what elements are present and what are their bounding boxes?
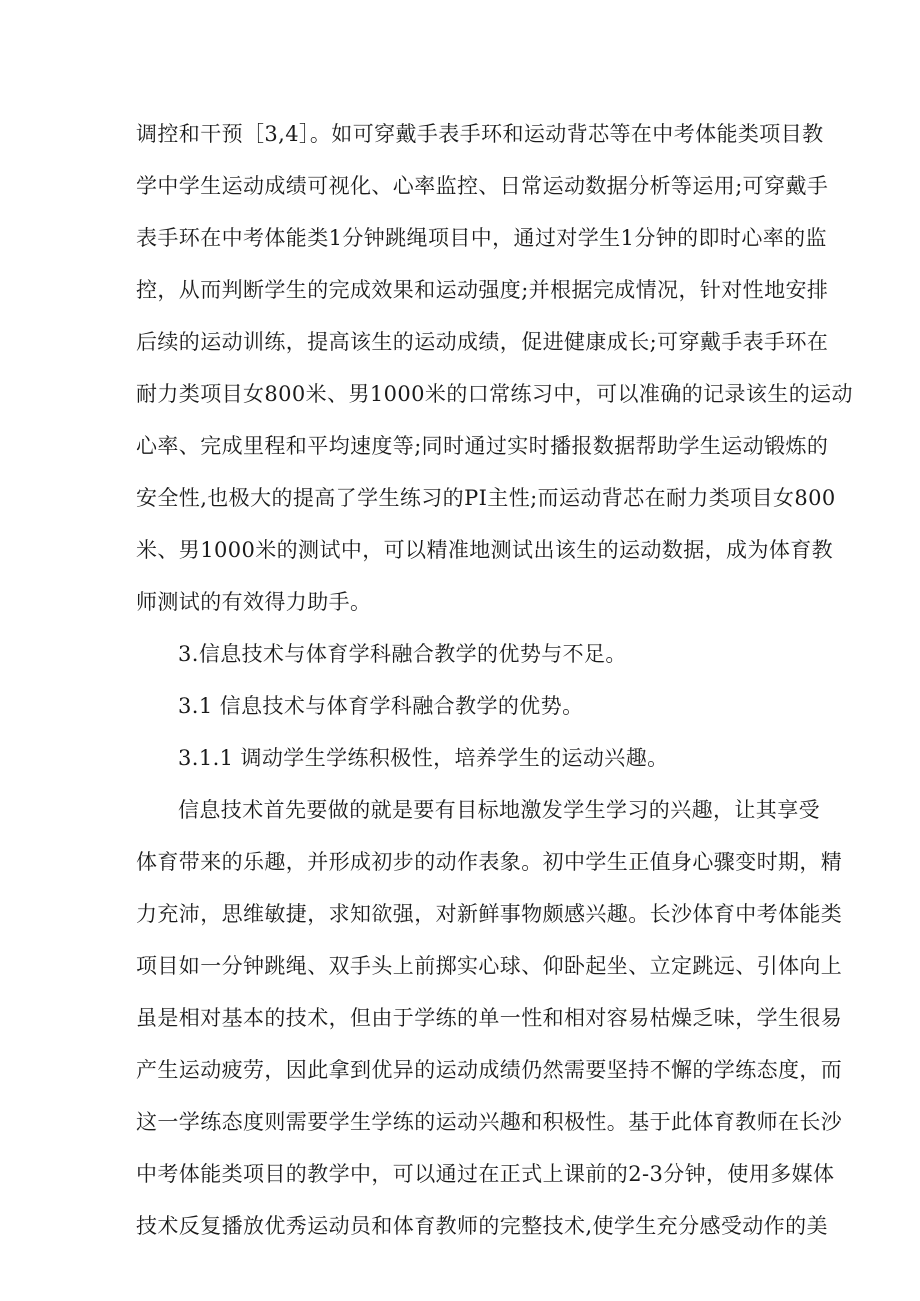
- text-line-6: 耐力类项目女800米、男1000米的口常练习中，可以准确的记录该生的运动: [136, 382, 853, 406]
- text-line-16: 力充沛，思维敏捷，求知欲强，对新鲜事物颇感兴趣。长沙体育中考体能类: [136, 902, 843, 926]
- section-heading-3: 3.信息技术与体育学科融合教学的优势与不足。: [178, 642, 627, 666]
- text-line-5: 后续的运动训练，提高该生的运动成绩，促进健康成长;可穿戴手表手环在: [136, 330, 829, 354]
- text-line-14: 信息技术首先要做的就是要有目标地激发学生学习的兴趣，让其享受: [178, 798, 820, 822]
- text-line-4: 控，从而判断学生的完成效果和运动强度;并根据完成情况，针对性地安排: [136, 278, 829, 302]
- text-line-1: 调控和干预［3,4］。如可穿戴手表手环和运动背芯等在中考体能类项目教: [136, 122, 824, 146]
- section-heading-3-1-1: 3.1.1 调动学生学练积极性，培养学生的运动兴趣。: [178, 746, 669, 770]
- text-line-17: 项目如一分钟跳绳、双手头上前掷实心球、仰卧起坐、立定跳远、引体向上: [136, 954, 843, 978]
- text-line-21: 中考体能类项目的教学中，可以通过在正式上课前的2-3分钟，使用多媒体: [136, 1162, 835, 1186]
- text-line-3: 表手环在中考体能类1分钟跳绳项目中，通过对学生1分钟的即时心率的监: [136, 226, 827, 250]
- text-line-2: 学中学生运动成绩可视化、心率监控、日常运动数据分析等运用;可穿戴手: [136, 174, 829, 198]
- text-line-22: 技术反复播放优秀运动员和体育教师的完整技术,使学生充分感受动作的美: [136, 1214, 828, 1238]
- text-line-15: 体育带来的乐趣，并形成初步的动作表象。初中学生正值身心骤变时期，精: [136, 850, 843, 874]
- section-heading-3-1: 3.1 信息技术与体育学科融合教学的优势。: [178, 694, 584, 718]
- text-line-7: 心率、完成里程和平均速度等;同时通过实时播报数据帮助学生运动锻炼的: [136, 434, 829, 458]
- text-line-20: 这一学练态度则需要学生学练的运动兴趣和积极性。基于此体育教师在长沙: [136, 1110, 843, 1134]
- text-line-19: 产生运动疲劳，因此拿到优异的运动成绩仍然需要坚持不懈的学练态度，而: [136, 1058, 843, 1082]
- text-line-8: 安全性,也极大的提高了学生练习的PI主性;而运动背芯在耐力类项目女800: [136, 486, 836, 510]
- text-line-10: 师测试的有效得力助手。: [136, 590, 372, 614]
- text-line-9: 米、男1000米的测试中，可以精准地测试出该生的运动数据，成为体育教: [136, 538, 834, 562]
- text-line-18: 虽是相对基本的技术，但由于学练的单一性和相对容易枯燥乏味，学生很易: [136, 1006, 843, 1030]
